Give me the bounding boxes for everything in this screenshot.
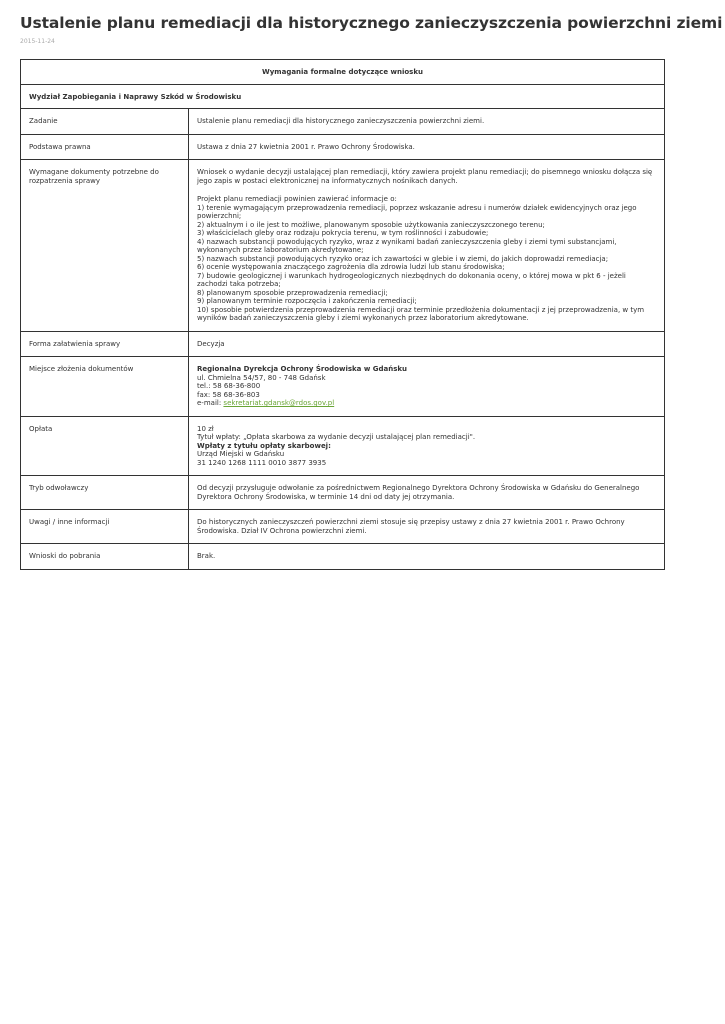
page-title: Ustalenie planu remediacji dla historycznego zanieczyszczenia powierzchni ziemi: [20, 14, 723, 32]
email-link[interactable]: sekretariat.gdansk@rdos.gov.pl: [223, 399, 335, 407]
department-name: Wydział Zapobiegania i Naprawy Szkód w Środowisku: [21, 84, 665, 109]
row-label: Tryb odwoławczy: [21, 476, 189, 510]
publication-date: 2015-11-24: [20, 38, 55, 45]
fee-account-number: 31 1240 1268 1111 0010 3877 3935: [197, 458, 327, 467]
row-label: Wymagane dokumenty potrzebne do rozpatrzenia sprawy: [21, 160, 189, 332]
row-label: Uwagi / inne informacji: [21, 510, 189, 544]
list-item: 7) budowie geologicznej i warunkach hydrogeologicznych niezbędnych do dokonania oceny, o której mowa w pkt 6 - jeżeli zachodzi taka potrzeba;: [197, 271, 626, 288]
row-label: Forma załatwienia sprawy: [21, 331, 189, 357]
table-header-row: [21, 60, 665, 85]
table-subheader-row: [21, 84, 665, 109]
row-value: [189, 357, 665, 417]
list-item: 1) terenie wymagającym przeprowadzenia remediacji, poprzez wskazanie adresu i numerów działek ewidencyjnych oraz jego powierzchni;: [197, 203, 637, 220]
row-value: [189, 160, 665, 332]
office-name: Regionalna Dyrekcja Ochrony Środowiska w Gdańsku: [197, 365, 408, 373]
office-address: ul. Chmielna 54/57, 80 - 748 Gdańsk: [197, 373, 326, 382]
table-row-podstawa: [21, 134, 665, 160]
table-row-oplata: [21, 416, 665, 476]
table-row-zadanie: [21, 109, 665, 135]
row-value: Ustawa z dnia 27 kwietnia 2001 r. Prawo Ochrony Środowiska.: [189, 134, 665, 160]
list-item: 3) właścicielach gleby oraz rodzaju pokrycia terenu, w tym roślinności i zabudowie;: [197, 229, 489, 237]
fee-amount: 10 zł: [197, 424, 214, 433]
list-item: 5) nazwach substancji powodujących ryzyko oraz ich zawartości w glebie i w ziemi, do jakich doprowadzi remediacja;: [197, 254, 609, 263]
table-row-wnioski: [21, 544, 665, 570]
table-row-uwagi: [21, 510, 665, 544]
row-value: Ustalenie planu remediacji dla historycznego zanieczyszczenia powierzchni ziemi.: [189, 109, 665, 135]
table-row-dokumenty: [21, 160, 665, 332]
row-label: Opłata: [21, 416, 189, 476]
row-value: [189, 416, 665, 476]
row-label: Zadanie: [21, 109, 189, 135]
row-value: Do historycznych zanieczyszczeń powierzchni ziemi stosuje się przepisy ustawy z dnia 27 kwietnia 2001 r. Prawo Ochrony Środowiska. Dział IV Ochrona powierzchni ziemi.: [189, 510, 665, 544]
office-fax: fax: 58 68-36-803: [197, 390, 260, 399]
list-item: 8) planowanym sposobie przeprowadzenia remediacji;: [197, 288, 388, 297]
fee-office: Urząd Miejski w Gdańsku: [197, 450, 285, 458]
documents-lead: Projekt planu remediacji powinien zawierać informacje o:: [197, 195, 397, 203]
table-row-miejsce: [21, 357, 665, 417]
office-phone: tel.: 58 68-36-800: [197, 382, 261, 390]
list-item: 9) planowanym terminie rozpoczęcia i zakończenia remediacji;: [197, 297, 417, 305]
list-item: 10) sposobie potwierdzenia przeprowadzenia remediacji oraz terminie przedłożenia dokumentacji z jej przeprowadzenia, w tym wyników badań zanieczyszczenia gleby i ziemi wykonanych przez laboratorium akredytowane.: [197, 305, 645, 322]
list-item: 6) ocenie występowania znaczącego zagrożenia dla zdrowia ludzi lub stanu środowiska;: [197, 263, 505, 271]
row-value: Od decyzji przysługuje odwołanie za pośrednictwem Regionalnego Dyrektora Ochrony Środowiska w Gdańsku do Generalnego Dyrektora Ochrony Środowiska, w terminie 14 dni od daty jej otrzymania.: [189, 476, 665, 510]
row-label: Wnioski do pobrania: [21, 544, 189, 570]
requirements-table: [20, 59, 665, 570]
documents-intro: Wniosek o wydanie decyzji ustalającej plan remediacji, który zawiera projekt planu remediacji; do pisemnego wniosku dołącza się jego zapis w postaci elektronicznej na informatycznych nośnikach danych.: [197, 168, 653, 185]
row-value: Brak.: [189, 544, 665, 570]
table-header: Wymagania formalne dotyczące wniosku: [21, 60, 665, 85]
fee-title: Tytuł wpłaty: „Opłata skarbowa za wydanie decyzji ustalającej plan remediacji".: [197, 433, 476, 441]
row-label: Podstawa prawna: [21, 134, 189, 160]
list-item: 2) aktualnym i o ile jest to możliwe, planowanym sposobie użytkowania zanieczyszczonego terenu;: [197, 220, 545, 229]
row-label: Miejsce złożenia dokumentów: [21, 357, 189, 417]
table-row-tryb: [21, 476, 665, 510]
list-item: 4) nazwach substancji powodujących ryzyko, wraz z wynikami badań zanieczyszczenia gleby i ziemi tymi substancjami, wykonanych przez laboratorium akredytowane;: [197, 237, 617, 254]
office-email: [197, 399, 656, 408]
row-value: Decyzja: [189, 331, 665, 357]
table-row-forma: [21, 331, 665, 357]
documents-list: [197, 204, 656, 323]
fee-payments-heading: Wpłaty z tytułu opłaty skarbowej:: [197, 441, 331, 450]
email-label: e-mail:: [197, 399, 224, 407]
